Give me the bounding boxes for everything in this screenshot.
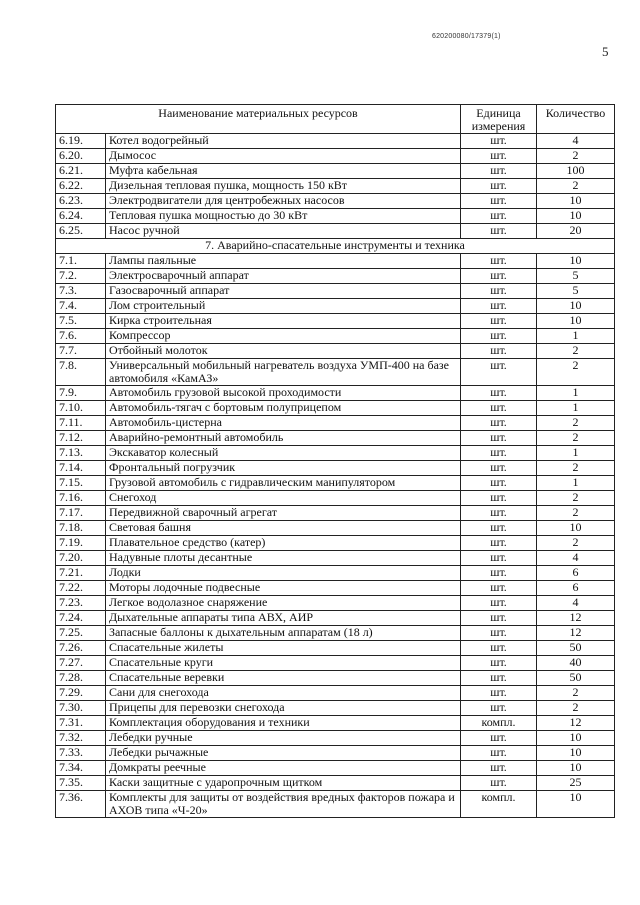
row-unit: шт.: [461, 401, 537, 416]
table-row: [56, 344, 615, 359]
row-unit: шт.: [461, 536, 537, 551]
resources-table: [55, 104, 615, 818]
row-unit: шт.: [461, 344, 537, 359]
row-unit: шт.: [461, 254, 537, 269]
row-number: 6.19.: [56, 134, 106, 149]
row-name: Лодки: [106, 566, 461, 581]
row-quantity: 10: [537, 731, 615, 746]
row-name: Фронтальный погрузчик: [106, 461, 461, 476]
section-title: 7. Аварийно-спасательные инструменты и техника: [56, 239, 615, 254]
row-unit: шт.: [461, 416, 537, 431]
table-row: [56, 596, 615, 611]
row-unit: шт.: [461, 431, 537, 446]
row-unit: шт.: [461, 269, 537, 284]
row-unit: шт.: [461, 656, 537, 671]
row-unit: шт.: [461, 746, 537, 761]
row-unit: шт.: [461, 581, 537, 596]
row-quantity: 20: [537, 224, 615, 239]
row-number: 7.19.: [56, 536, 106, 551]
row-unit: шт.: [461, 476, 537, 491]
row-quantity: 6: [537, 581, 615, 596]
row-name: Спасательные веревки: [106, 671, 461, 686]
row-number: 7.5.: [56, 314, 106, 329]
row-name: Спасательные жилеты: [106, 641, 461, 656]
row-quantity: 10: [537, 209, 615, 224]
row-quantity: 2: [537, 686, 615, 701]
row-number: 7.28.: [56, 671, 106, 686]
row-quantity: 4: [537, 596, 615, 611]
row-name: Лампы паяльные: [106, 254, 461, 269]
row-name: Легкое водолазное снаряжение: [106, 596, 461, 611]
row-quantity: 12: [537, 716, 615, 731]
row-number: 7.8.: [56, 359, 106, 386]
row-quantity: 1: [537, 446, 615, 461]
row-name: Автомобиль-цистерна: [106, 416, 461, 431]
row-quantity: 5: [537, 284, 615, 299]
table-body: [56, 134, 615, 818]
row-quantity: 1: [537, 401, 615, 416]
row-number: 7.13.: [56, 446, 106, 461]
row-unit: шт.: [461, 149, 537, 164]
row-number: 7.24.: [56, 611, 106, 626]
table-row: [56, 284, 615, 299]
row-number: 6.20.: [56, 149, 106, 164]
row-unit: шт.: [461, 209, 537, 224]
table-row: [56, 581, 615, 596]
row-number: 7.1.: [56, 254, 106, 269]
table-row: [56, 476, 615, 491]
row-quantity: 10: [537, 746, 615, 761]
row-number: 7.9.: [56, 386, 106, 401]
row-unit: шт.: [461, 641, 537, 656]
row-quantity: 12: [537, 611, 615, 626]
row-number: 7.29.: [56, 686, 106, 701]
table-row: [56, 716, 615, 731]
row-number: 7.30.: [56, 701, 106, 716]
row-name: Сани для снегохода: [106, 686, 461, 701]
row-quantity: 10: [537, 791, 615, 818]
row-unit: шт.: [461, 194, 537, 209]
row-quantity: 10: [537, 521, 615, 536]
table-row: [56, 194, 615, 209]
row-quantity: 2: [537, 506, 615, 521]
table-row: [56, 149, 615, 164]
section-row: [56, 239, 615, 254]
row-unit: шт.: [461, 761, 537, 776]
row-name: Комплектация оборудования и техники: [106, 716, 461, 731]
table-row: [56, 731, 615, 746]
row-unit: шт.: [461, 626, 537, 641]
row-name: Надувные плоты десантные: [106, 551, 461, 566]
row-unit: шт.: [461, 701, 537, 716]
table-row: [56, 761, 615, 776]
table-row: [56, 401, 615, 416]
table-row: [56, 446, 615, 461]
row-unit: шт.: [461, 446, 537, 461]
row-name: Лебедки рычажные: [106, 746, 461, 761]
table-row: [56, 551, 615, 566]
row-quantity: 1: [537, 386, 615, 401]
row-name: Запасные баллоны к дыхательным аппаратам (18 л): [106, 626, 461, 641]
row-name: Электросварочный аппарат: [106, 269, 461, 284]
table-row: [56, 359, 615, 386]
row-unit: шт.: [461, 506, 537, 521]
table-row: [56, 536, 615, 551]
header-unit-line1: Единица: [476, 106, 521, 120]
row-number: 7.21.: [56, 566, 106, 581]
row-unit: шт.: [461, 164, 537, 179]
table-row: [56, 491, 615, 506]
row-quantity: 100: [537, 164, 615, 179]
row-quantity: 5: [537, 269, 615, 284]
row-name: Тепловая пушка мощностью до 30 кВт: [106, 209, 461, 224]
row-quantity: 40: [537, 656, 615, 671]
table-row: [56, 461, 615, 476]
row-name: Домкраты реечные: [106, 761, 461, 776]
row-number: 7.17.: [56, 506, 106, 521]
row-number: 7.4.: [56, 299, 106, 314]
table-row: [56, 329, 615, 344]
row-quantity: 2: [537, 149, 615, 164]
row-name: Плавательное средство (катер): [106, 536, 461, 551]
row-name: Насос ручной: [106, 224, 461, 239]
row-number: 7.27.: [56, 656, 106, 671]
row-name: Дыхательные аппараты типа АВХ, АИР: [106, 611, 461, 626]
header-unit-line2: измерения: [471, 119, 526, 133]
row-unit: компл.: [461, 791, 537, 818]
row-name: Спасательные круги: [106, 656, 461, 671]
row-number: 7.15.: [56, 476, 106, 491]
row-number: 7.2.: [56, 269, 106, 284]
row-name: Световая башня: [106, 521, 461, 536]
row-number: 7.31.: [56, 716, 106, 731]
row-unit: шт.: [461, 134, 537, 149]
row-unit: шт.: [461, 551, 537, 566]
row-number: 6.25.: [56, 224, 106, 239]
row-quantity: 50: [537, 641, 615, 656]
row-name: Каски защитные с ударопрочным щитком: [106, 776, 461, 791]
table-row: [56, 164, 615, 179]
row-quantity: 50: [537, 671, 615, 686]
row-number: 7.11.: [56, 416, 106, 431]
row-number: 7.6.: [56, 329, 106, 344]
table-header-row: [56, 105, 615, 134]
row-name: Моторы лодочные подвесные: [106, 581, 461, 596]
table-row: [56, 611, 615, 626]
row-number: 7.23.: [56, 596, 106, 611]
row-name: Электродвигатели для центробежных насосов: [106, 194, 461, 209]
page-number: 5: [602, 44, 609, 59]
row-number: 7.20.: [56, 551, 106, 566]
table-row: [56, 686, 615, 701]
row-quantity: 10: [537, 194, 615, 209]
table-row: [56, 506, 615, 521]
table-row: [56, 521, 615, 536]
table-row: [56, 416, 615, 431]
header-qty: Количество: [537, 105, 615, 134]
row-quantity: 1: [537, 329, 615, 344]
row-number: 7.33.: [56, 746, 106, 761]
table-row: [56, 746, 615, 761]
row-name: Экскаватор колесный: [106, 446, 461, 461]
row-name: Снегоход: [106, 491, 461, 506]
row-unit: шт.: [461, 731, 537, 746]
row-name: Передвижной сварочный агрегат: [106, 506, 461, 521]
row-name: Дымосос: [106, 149, 461, 164]
row-number: 7.14.: [56, 461, 106, 476]
row-unit: шт.: [461, 314, 537, 329]
row-name: Компрессор: [106, 329, 461, 344]
row-quantity: 2: [537, 491, 615, 506]
row-number: 7.35.: [56, 776, 106, 791]
row-name: Автомобиль-тягач с бортовым полуприцепом: [106, 401, 461, 416]
row-unit: шт.: [461, 179, 537, 194]
row-unit: шт.: [461, 284, 537, 299]
row-number: 6.22.: [56, 179, 106, 194]
row-quantity: 4: [537, 134, 615, 149]
row-name: Отбойный молоток: [106, 344, 461, 359]
table-row: [56, 254, 615, 269]
row-name: Аварийно-ремонтный автомобиль: [106, 431, 461, 446]
table-row: [56, 209, 615, 224]
table-row: [56, 641, 615, 656]
row-unit: шт.: [461, 596, 537, 611]
row-unit: шт.: [461, 461, 537, 476]
row-name: Лом строительный: [106, 299, 461, 314]
row-name: Грузовой автомобиль с гидравлическим манипулятором: [106, 476, 461, 491]
row-quantity: 10: [537, 299, 615, 314]
row-unit: шт.: [461, 611, 537, 626]
row-quantity: 2: [537, 431, 615, 446]
table-row: [56, 431, 615, 446]
row-number: 7.10.: [56, 401, 106, 416]
row-quantity: 2: [537, 179, 615, 194]
row-quantity: 2: [537, 701, 615, 716]
row-number: 7.22.: [56, 581, 106, 596]
row-unit: шт.: [461, 299, 537, 314]
row-unit: шт.: [461, 671, 537, 686]
row-quantity: 2: [537, 461, 615, 476]
row-number: 7.16.: [56, 491, 106, 506]
table-row: [56, 299, 615, 314]
row-number: 7.25.: [56, 626, 106, 641]
row-name: Котел водогрейный: [106, 134, 461, 149]
row-quantity: 12: [537, 626, 615, 641]
table-row: [56, 134, 615, 149]
row-unit: шт.: [461, 491, 537, 506]
row-unit: компл.: [461, 716, 537, 731]
row-quantity: 2: [537, 416, 615, 431]
table-row: [56, 626, 615, 641]
table-row: [56, 224, 615, 239]
table-row: [56, 386, 615, 401]
document-id: 620200080/17379(1): [432, 33, 501, 40]
row-name: Лебедки ручные: [106, 731, 461, 746]
row-name: Универсальный мобильный нагреватель воздуха УМП-400 на базе автомобиля «КамАЗ»: [106, 359, 461, 386]
table-row: [56, 656, 615, 671]
row-number: 7.3.: [56, 284, 106, 299]
row-unit: шт.: [461, 224, 537, 239]
row-name: Кирка строительная: [106, 314, 461, 329]
table-row: [56, 566, 615, 581]
row-unit: шт.: [461, 329, 537, 344]
row-name: Газосварочный аппарат: [106, 284, 461, 299]
row-unit: шт.: [461, 776, 537, 791]
row-quantity: 25: [537, 776, 615, 791]
row-number: 7.7.: [56, 344, 106, 359]
table-row: [56, 269, 615, 284]
row-name: Автомобиль грузовой высокой проходимости: [106, 386, 461, 401]
table-row: [56, 314, 615, 329]
row-number: 6.21.: [56, 164, 106, 179]
row-quantity: 2: [537, 359, 615, 386]
row-name: Муфта кабельная: [106, 164, 461, 179]
row-quantity: 10: [537, 254, 615, 269]
row-number: 7.18.: [56, 521, 106, 536]
row-number: 7.12.: [56, 431, 106, 446]
row-quantity: 6: [537, 566, 615, 581]
row-number: 7.26.: [56, 641, 106, 656]
row-name: Дизельная тепловая пушка, мощность 150 кВт: [106, 179, 461, 194]
row-number: 7.34.: [56, 761, 106, 776]
row-number: 6.23.: [56, 194, 106, 209]
table-row: [56, 776, 615, 791]
row-number: 7.36.: [56, 791, 106, 818]
table-row: [56, 179, 615, 194]
table-row: [56, 671, 615, 686]
row-unit: шт.: [461, 566, 537, 581]
table-row: [56, 791, 615, 818]
table-row: [56, 701, 615, 716]
row-name: Прицепы для перевозки снегохода: [106, 701, 461, 716]
header-unit: [461, 105, 537, 134]
row-quantity: 2: [537, 536, 615, 551]
row-quantity: 2: [537, 344, 615, 359]
row-name: Комплекты для защиты от воздействия вредных факторов пожара и АХОВ типа «Ч-20»: [106, 791, 461, 818]
row-quantity: 10: [537, 761, 615, 776]
row-unit: шт.: [461, 359, 537, 386]
row-unit: шт.: [461, 386, 537, 401]
header-name: Наименование материальных ресурсов: [56, 105, 461, 134]
row-quantity: 4: [537, 551, 615, 566]
row-number: 6.24.: [56, 209, 106, 224]
row-unit: шт.: [461, 686, 537, 701]
row-quantity: 1: [537, 476, 615, 491]
row-unit: шт.: [461, 521, 537, 536]
row-quantity: 10: [537, 314, 615, 329]
row-number: 7.32.: [56, 731, 106, 746]
